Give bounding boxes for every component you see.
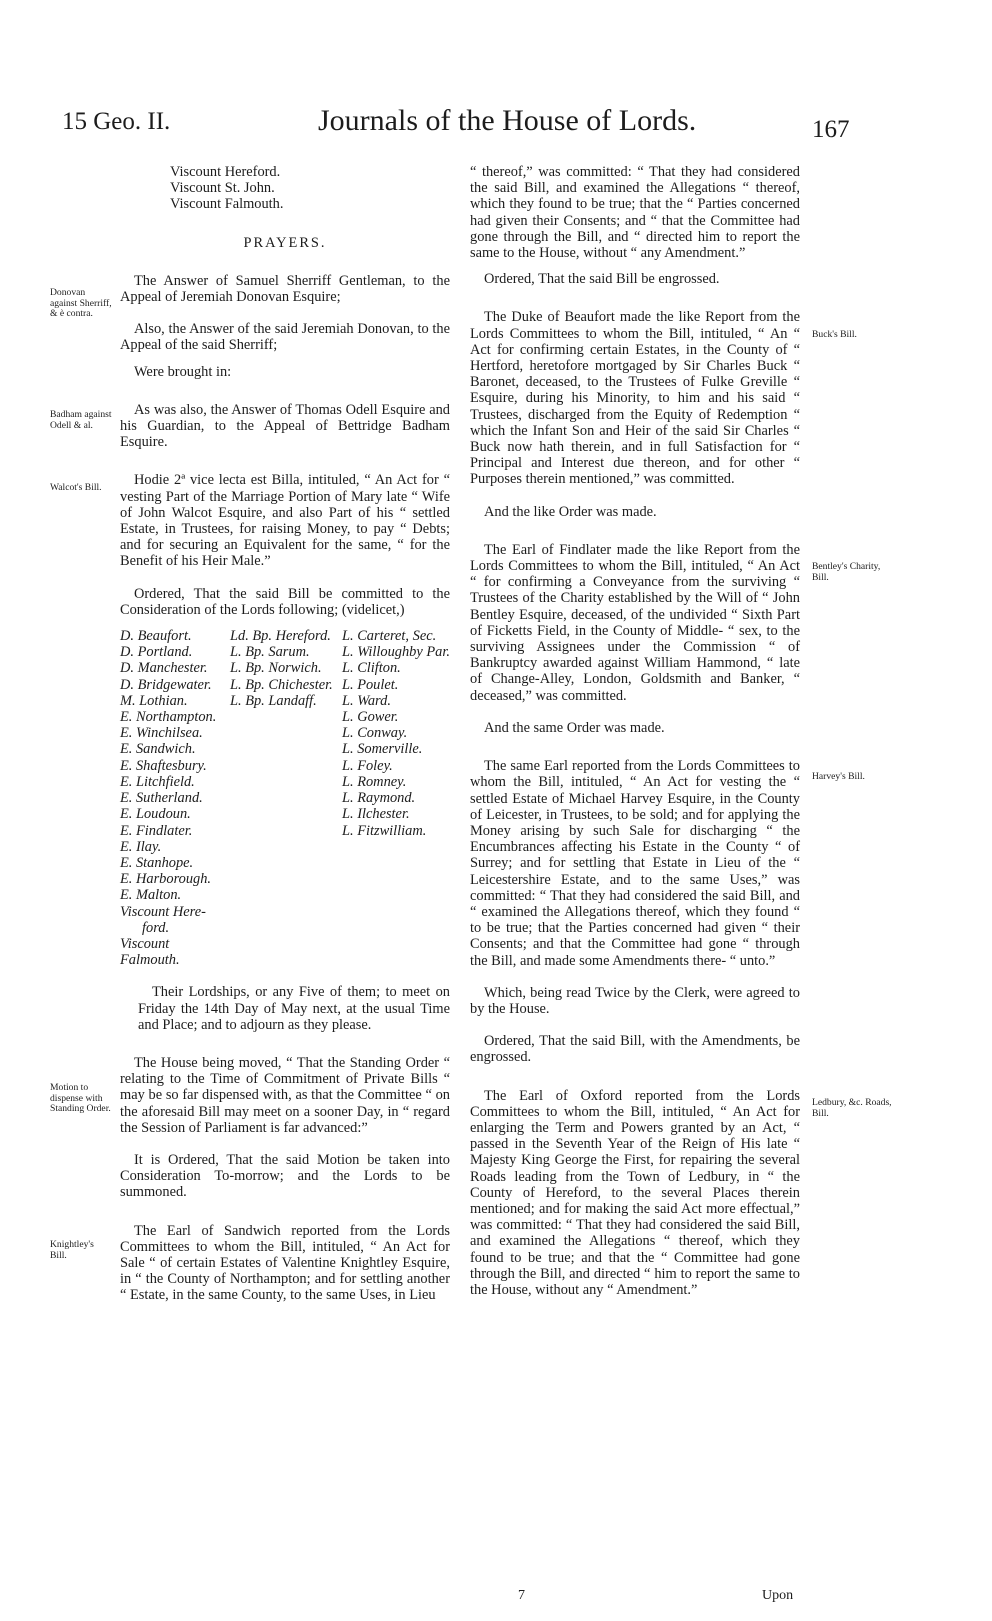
lord-entry: L. Gower. — [342, 709, 399, 726]
amendments-engrossed-paragraph: Ordered, That the said Bill, with the Amendments, be engrossed. — [470, 1033, 800, 1066]
left-column — [120, 164, 450, 1304]
right-column — [470, 164, 800, 1298]
lord-entry: E. Shaftesbury. — [120, 757, 207, 774]
knightley-report-continued: “ thereof,” was committed: “ That they had considered the said Bill, and examined the Allegations “ thereof, which they found to be true; that the “ Parties concerned had given their Consents; and “ that the Committee had gone through the Bill, and “ directed him to report the same to the House, without “ any Amendment.” — [470, 164, 800, 262]
lord-entry: L. Foley. — [342, 757, 393, 774]
lords-column-barons — [342, 628, 450, 968]
lord-entry: E. Sutherland. — [120, 790, 203, 807]
lord-entry: L. Clifton. — [342, 660, 401, 677]
lord-entry: E. Malton. — [120, 887, 182, 904]
lords-column-bishops — [230, 628, 342, 968]
walcot-bill-paragraph: Hodie 2ª vice lecta est Billa, intituled, “ An Act for “ vesting Part of the Marriage Portion of Mary late “ Wife of John Walcot Esquire, and also Part of his “ settled Estate, in Trustees, for raising Money, to pay “ Debts; and for securing an Equivalent for the same, “ for the Benefit of his Heir Male.” — [120, 472, 450, 570]
lord-entry: E. Sandwich. — [120, 741, 196, 758]
header-regnal-year: 15 Geo. II. — [62, 108, 171, 135]
lord-entry: M. Lothian. — [120, 692, 188, 709]
motion-paragraph: The House being moved, “ That the Standing Order “ relating to the Time of Commitment of Private Bills “ may be so far dispensed with, as that the Committee “ on the aforesaid Bill may meet on a sooner Day, in “ regard the Session of Parliament is far advanced:” — [120, 1054, 450, 1136]
margin-note-walcot: Walcot's Bill. — [50, 482, 102, 493]
lords-column-dukes-earls — [120, 628, 230, 968]
lord-entry: ford. — [142, 919, 170, 936]
answer-sherriff-paragraph: The Answer of Samuel Sherriff Gentleman, to the Appeal of Jeremiah Donovan Esquire; — [120, 272, 450, 306]
margin-note-harvey: Harvey's Bill. — [812, 771, 865, 782]
lord-entry: L. Ward. — [342, 692, 391, 709]
lord-entry: L. Bp. Norwich. — [230, 660, 322, 677]
lord-entry: L. Ilchester. — [342, 806, 410, 823]
lord-entry: L. Carteret, Sec. — [342, 628, 437, 645]
knightley-bill-paragraph: The Earl of Sandwich reported from the Lords Committees to whom the Bill, intituled, “ An Act for Sale “ of certain Estates of Valentine Knightley Esquire, in “ the County of Northampton; and for settling another “ Estate, in the same County, to the same Uses, in Lieu — [120, 1222, 450, 1304]
lord-entry: L. Fitzwilliam. — [342, 822, 427, 839]
header-journal-title: Journals of the House of Lords. — [318, 104, 697, 137]
ledbury-bill-paragraph: The Earl of Oxford reported from the Lords Committees to whom the Bill, intituled, “ An Act for enlarging the Term and Powers granted by an Act, “ passed in the Seventh Year of the Reign of His late “ Majesty King George the First, for repairing the several Roads leading from the Town of Ledbury, in “ the County of Hereford, to the several Places therein mentioned; and for making the said Act more effectual,” was committed: “ That they had considered the said Bill, and examined the Allegations “ thereof, which they found to be true; and that the “ Committee had gone through the Bill, and directed “ him to report the same to the House, without any “ Amendment.” — [470, 1087, 800, 1298]
same-order-line: And the same Order was made. — [484, 719, 665, 736]
lord-entry: L. Conway. — [342, 725, 408, 742]
lord-entry: E. Harborough. — [120, 871, 212, 888]
lord-entry: E. Ilay. — [120, 838, 162, 855]
lord-entry: L. Poulet. — [342, 676, 399, 693]
top-attendance-list — [120, 164, 450, 213]
committee-lords-list — [120, 628, 450, 968]
read-twice-paragraph: Which, being read Twice by the Clerk, were agreed to by the House. — [470, 984, 800, 1017]
lord-entry: D. Beaufort. — [120, 628, 192, 645]
margin-note-motion: Motion to dispense with Standing Order. — [50, 1082, 111, 1114]
lord-entry: L. Romney. — [342, 773, 407, 790]
attendance-entry: Viscount St. John. — [170, 180, 275, 197]
lord-entry: E. Stanhope. — [120, 854, 194, 871]
margin-note-donovan: Donovan against Sherriff, & è contra. — [50, 287, 112, 319]
like-order-line: And the like Order was made. — [484, 503, 657, 520]
margin-note-buck: Buck's Bill. — [812, 329, 857, 340]
signature-mark: 7 — [518, 1588, 525, 1603]
lord-entry: L. Bp. Landaff. — [230, 692, 317, 709]
ordered-committed-paragraph: Ordered, That the said Bill be committed to the Consideration of the Lords following; (videlicet,) — [120, 585, 450, 618]
margin-note-knightley: Knightley's Bill. — [50, 1239, 94, 1261]
lord-entry: D. Manchester. — [120, 660, 208, 677]
lord-entry: Ld. Bp. Hereford. — [230, 628, 331, 645]
catchword: Upon — [762, 1588, 794, 1603]
lord-entry: E. Findlater. — [120, 822, 193, 839]
attendance-entry: Viscount Hereford. — [170, 164, 281, 180]
margin-note-ledbury: Ledbury, &c. Roads, Bill. — [812, 1097, 892, 1119]
margin-note-bentley: Bentley's Charity, Bill. — [812, 561, 881, 583]
answer-donovan-paragraph: Also, the Answer of the said Jeremiah Donovan, to the Appeal of the said Sherriff; — [120, 321, 450, 354]
lord-entry: Viscount Here- — [120, 903, 206, 920]
lord-entry: E. Northampton. — [120, 709, 217, 726]
lord-entry: L. Raymond. — [342, 790, 416, 807]
margin-note-badham: Badham against Odell & al. — [50, 409, 112, 431]
lord-entry: L. Bp. Sarum. — [230, 644, 310, 661]
lord-entry: E. Winchilsea. — [120, 725, 203, 742]
lord-entry: D. Portland. — [120, 644, 193, 661]
bentley-bill-paragraph: The Earl of Findlater made the like Report from the Lords Committees to whom the Bill, intituled, “ An Act “ for confirming a Conveyance from the surviving “ Trustees of the Charity established by the Will of “ John Bentley Esquire, deceased, of the undivided “ Sixth Part of Ficketts Field, in the County of Middle- “ sex, to the surviving Assignees under the Commission “ of Bankruptcy awarded against William Hammond, “ late of Change-Alley, London, Goldsmith and Banker, “ deceased,” was committed. — [470, 541, 800, 704]
buck-bill-paragraph: The Duke of Beaufort made the like Report from the Lords Committees to whom the Bill, intituled, “ An “ Act for confirming certain Estates, in the County of “ Hertford, heretofore mortgaged by Sir Charles Buck “ Baronet, deceased, to the Trustees of Fulke Greville “ Esquire, during his Minority, to him and his said “ Trustees, discharged from the Equity of Redemption “ which the Infant Son and Heir of the said Sir Charles “ Buck now hath therein, and in full Satisfaction for “ Principal and Interest due thereon, and for other “ Purposes therein mentioned,” was committed. — [470, 309, 800, 488]
lord-entry: E. Litchfield. — [120, 773, 195, 790]
lordships-meeting-paragraph: Their Lordships, or any Five of them; to meet on Friday the 14th Day of May next, at the usual Time and Place; and to adjourn as they please. — [138, 984, 450, 1033]
lord-entry: Viscount Falmouth. — [120, 935, 180, 969]
lord-entry: L. Somerville. — [342, 741, 423, 758]
answer-odell-paragraph: As was also, the Answer of Thomas Odell Esquire and his Guardian, to the Appeal of Bettridge Badham Esquire. — [120, 401, 450, 451]
prayers-heading: PRAYERS. — [243, 234, 327, 251]
motion-ordered-paragraph: It is Ordered, That the said Motion be taken into Consideration To-morrow; and the Lords to be summoned. — [120, 1151, 450, 1201]
page-number: 167 — [812, 116, 850, 143]
lord-entry: E. Loudoun. — [120, 806, 191, 823]
brought-in-line: Were brought in: — [134, 363, 232, 380]
attendance-entry: Viscount Falmouth. — [170, 196, 284, 213]
lord-entry: L. Bp. Chichester. — [230, 676, 333, 693]
lord-entry: D. Bridgewater. — [120, 676, 212, 693]
ordered-engrossed-line: Ordered, That the said Bill be engrossed. — [484, 271, 720, 288]
harvey-bill-paragraph: The same Earl reported from the Lords Committees to whom the Bill, intituled, “ An Act for vesting the “ settled Estate of Michael Harvey Esquire, in the County of Leicester, in Trustees, to be sold; and for applying the Money arising by such Sale for discharging “ the Encumbrances affecting his Estate in the County “ of Surrey; and for settling that Estate in Lieu of the “ Leicestershire Estate, and to the same Uses,” was committed: “ That they had considered the said Bill, and “ examined the Allegations thereof, which they found “ to be true; that the Parties concerned had given “ their Consents; and that the Committee had gone “ through the Bill, and made some Amendments there- “ unto.” — [470, 758, 800, 969]
lord-entry: L. Willoughby Par. — [342, 644, 450, 661]
